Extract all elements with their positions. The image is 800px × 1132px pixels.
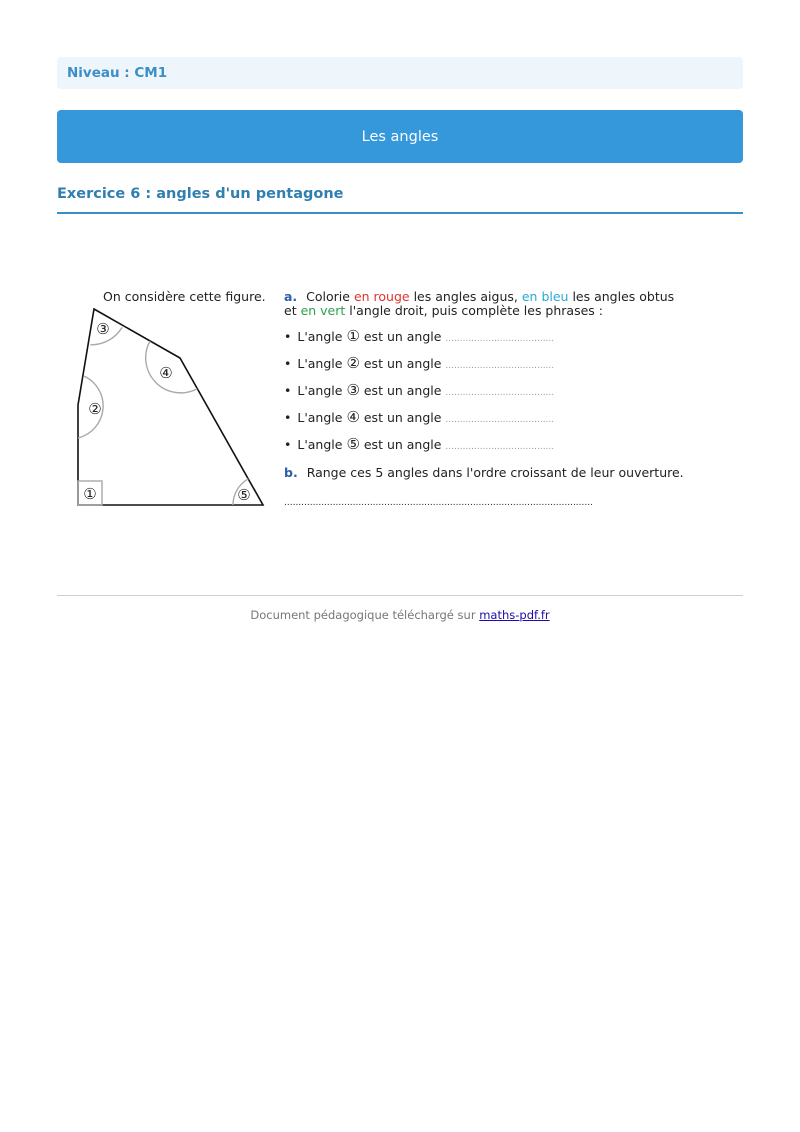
angle-marker-2: ②	[88, 400, 102, 418]
angle-marker-1: ①	[83, 485, 97, 503]
answer-blank-5: ......................................	[445, 442, 555, 452]
exercise-figure	[0, 0, 800, 560]
word-en-bleu: en bleu	[521, 289, 569, 304]
answer-blank-1: ......................................	[445, 334, 555, 344]
footer-divider	[57, 595, 743, 596]
footer	[0, 608, 800, 622]
sentence-2: • L'angle ② est un angle ......................................	[284, 354, 555, 372]
level-label: Niveau : CM1	[67, 65, 168, 81]
angle-marker-3: ③	[96, 320, 110, 338]
footer-link[interactable]: maths-pdf.fr	[479, 608, 550, 622]
sentence-1: • L'angle ① est un angle ......................................	[284, 327, 555, 345]
word-en-vert: en vert	[300, 303, 346, 318]
answer-blank-4: ......................................	[445, 415, 555, 425]
answer-blank-3: ......................................	[445, 388, 555, 398]
figure-caption: On considère cette figure.	[103, 289, 266, 304]
exercise-title: Exercice 6 : angles d'un pentagone	[57, 186, 344, 202]
sentence-4: • L'angle ④ est un angle ......................................	[284, 408, 555, 426]
sentence-5: • L'angle ⑤ est un angle ......................................	[284, 435, 555, 453]
footer-text: Document pédagogique téléchargé sur	[250, 608, 480, 622]
part-b-line: b. Range ces 5 angles dans l'ordre croissant de leur ouverture.	[284, 465, 684, 480]
part-a-line2: et en vert l'angle droit, puis complète les phrases :	[284, 303, 603, 318]
answer-blank-2: ......................................	[445, 361, 555, 371]
sentence-3: • L'angle ③ est un angle ......................................	[284, 381, 555, 399]
part-b-letter: b.	[284, 465, 298, 480]
angle-marker-5: ⑤	[237, 486, 251, 504]
part-a-line1: a. Colorie en rouge les angles aigus, en bleu les angles obtus	[284, 289, 675, 304]
pentagon-shape	[78, 309, 263, 505]
banner-title: Les angles	[361, 128, 439, 145]
sentence-list	[284, 327, 554, 453]
part-a-letter: a.	[284, 289, 298, 304]
angle-marker-4: ④	[159, 364, 173, 382]
word-en-rouge: en rouge	[353, 289, 410, 304]
answer-blank-order: ............................................................................................................	[284, 498, 593, 508]
